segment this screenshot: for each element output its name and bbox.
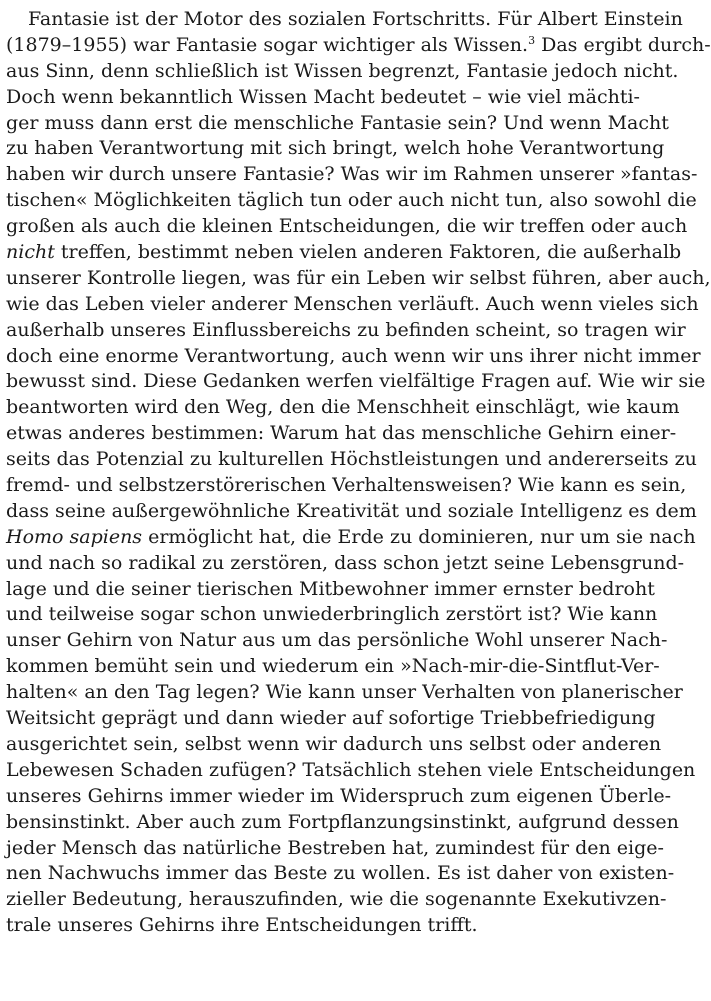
text-line: Fantasie ist der Motor des sozialen Fortschritts. Für Albert Einstein <box>28 8 683 30</box>
text-line: Lebewesen Schaden zufügen? Tatsächlich stehen viele Entscheidungen <box>6 758 696 781</box>
text-line: trale unseres Gehirns ihre Entscheidungen trifft. <box>6 914 478 937</box>
text-line: ger muss dann erst die menschliche Fantasie sein? Und wenn Macht <box>6 111 669 134</box>
text-line: dass seine außergewöhnliche Kreativität und soziale Intelligenz es dem <box>6 499 697 522</box>
emphasis: nicht <box>6 241 55 264</box>
text-line: tischen« Möglichkeiten täglich tun oder auch nicht tun, also sowohl die <box>6 189 697 212</box>
text-line: außerhalb unseres Einflussbereichs zu befinden scheint, so tragen wir <box>6 318 686 341</box>
footnote-marker[interactable]: 3 <box>528 33 536 47</box>
text-line: zieller Bedeutung, herauszufinden, wie die sogenannte Exekutivzen- <box>6 888 667 911</box>
text-line: aus Sinn, denn schließlich ist Wissen begrenzt, Fantasie jedoch nicht. <box>6 59 679 82</box>
text-line: doch eine enorme Verantwortung, auch wenn wir uns ihrer nicht immer <box>6 344 701 367</box>
text-line: wie das Leben vieler anderer Menschen verläuft. Auch wenn vieles sich <box>6 292 699 315</box>
text-line: nen Nachwuchs immer das Beste zu wollen. Es ist daher von existen- <box>6 862 675 885</box>
text-line: (1879–1955) war Fantasie sogar wichtiger als Wissen.$^3$ Das ergibt durch- <box>6 33 711 56</box>
body-paragraph <box>6 7 711 939</box>
text-line: seits das Potenzial zu kulturellen Höchstleistungen und andererseits zu <box>6 448 697 471</box>
text-line: kommen bemüht sein und wiederum ein »Nach-mir-die-Sintflut-Ver- <box>6 655 660 678</box>
book-page <box>6 7 711 939</box>
text-line: beantworten wird den Weg, den die Menschheit einschlägt, wie kaum <box>6 396 680 419</box>
text-line: großen als auch die kleinen Entscheidungen, die wir treffen oder auch <box>6 215 688 238</box>
text-line: zu haben Verantwortung mit sich bringt, welch hohe Verantwortung <box>6 137 665 160</box>
text-line: bewusst sind. Diese Gedanken werfen vielfältige Fragen auf. Wie wir sie <box>6 370 706 393</box>
text-line: halten« an den Tag legen? Wie kann unser Verhalten von planerischer <box>6 681 683 704</box>
text-line: Doch wenn bekanntlich Wissen Macht bedeutet – wie viel mächti- <box>6 85 640 108</box>
text-line: Homo sapiens ermöglicht hat, die Erde zu dominieren, nur um sie nach <box>6 525 696 548</box>
text-line: unser Gehirn von Natur aus um das persönliche Wohl unserer Nach- <box>6 629 668 652</box>
text-line: haben wir durch unsere Fantasie? Was wir im Rahmen unserer »fantas- <box>6 163 698 186</box>
text-line: bensinstinkt. Aber auch zum Fortpflanzungsinstinkt, aufgrund dessen <box>6 810 679 833</box>
emphasis: Homo sapiens <box>6 525 143 548</box>
text-line: und nach so radikal zu zerstören, dass schon jetzt seine Lebensgrund- <box>6 551 685 574</box>
text-line: jeder Mensch das natürliche Bestreben hat, zumindest für den eige- <box>6 836 664 859</box>
text-line: unseres Gehirns immer wieder im Widerspruch zum eigenen Überle- <box>6 784 672 807</box>
text-line: fremd- und selbstzerstörerischen Verhaltensweisen? Wie kann es sein, <box>6 474 687 497</box>
text-line: etwas anderes bestimmen: Warum hat das menschliche Gehirn einer- <box>6 422 677 445</box>
text-line: unserer Kontrolle liegen, was für ein Leben wir selbst führen, aber auch, <box>6 266 711 289</box>
text-line: und teilweise sogar schon unwiederbringlich zerstört ist? Wie kann <box>6 603 658 626</box>
text-line: ausgerichtet sein, selbst wenn wir dadurch uns selbst oder anderen <box>6 732 662 755</box>
text-line: nicht treffen, bestimmt neben vielen anderen Faktoren, die außerhalb <box>6 241 682 264</box>
text-line: Weitsicht geprägt und dann wieder auf sofortige Triebbefriedigung <box>6 707 656 730</box>
text-line: lage und die seiner tierischen Mitbewohner immer ernster bedroht <box>6 577 655 600</box>
